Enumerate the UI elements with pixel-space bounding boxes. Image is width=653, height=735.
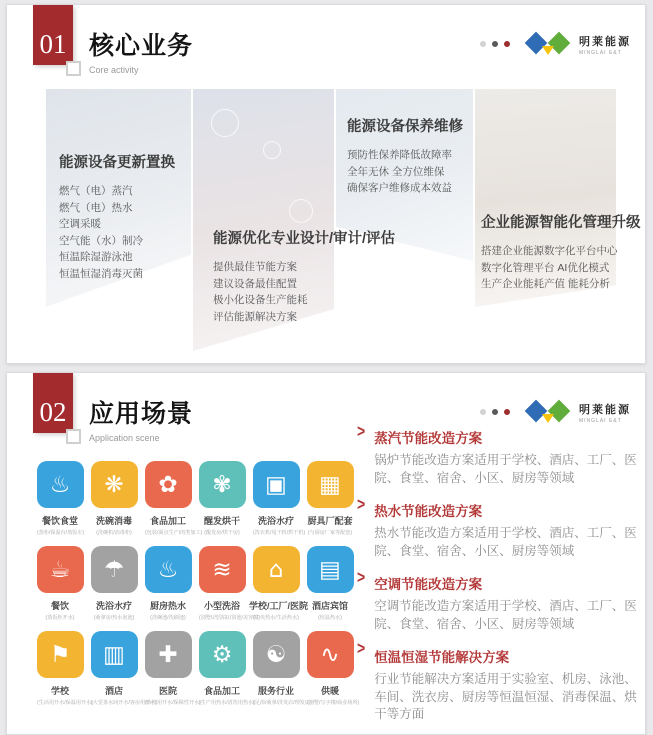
scene-tile [33,631,93,707]
service-smart-management [481,211,641,293]
scene-name: 厨具厂配套 [307,516,353,526]
scene-sub: (别墅/写字楼/商业场所) [307,700,360,706]
scene-sub: (中央热水/生活热水) [253,615,299,621]
school-flag-icon: ⚑ [37,631,84,678]
service-item: 生产企业能耗产值 能耗分析 [481,278,610,290]
solution-body: 行业节能解决方案适用于实验室、机房、泳池、车间、洗衣房、厨房等恒温恒湿、消毒保温、烘干等方面 [374,672,637,721]
solution-title: 恒温恒湿节能解决方案 [374,650,510,665]
scene-name: 小型洗浴 [203,601,240,611]
scene-tile [195,631,255,707]
service-maintenance [347,115,463,197]
brand-area [474,397,631,427]
service-item: 极小化设备生产能耗 [213,294,308,306]
scene-sub: (生活用开水/保温用开水) [37,700,93,706]
deco-square [66,61,81,76]
shower-icon: ☂ [91,546,138,593]
kitchen-pot-icon: ♨ [145,546,192,593]
brand-subname: MINGLAI E&T [579,49,622,56]
scene-tile [141,546,195,622]
scene-name: 餐饮食堂 [41,516,78,526]
brand-name: 明莱能源 [579,35,631,48]
scene-sub: (洗碗池/洗刷池) [150,615,186,621]
factory-icon: ▦ [307,461,354,508]
scene-name: 餐饮 [50,601,69,611]
service-item: 恒温恒湿消毒灭菌 [59,267,143,280]
scene-tile [303,546,357,622]
slide-header [89,26,193,75]
scene-tile [33,461,87,537]
brand-text [579,401,631,424]
scene-name: 服务行业 [257,686,294,696]
pool-icon: ≋ [199,546,246,593]
service-list [213,259,395,325]
service-item: 预防性保养降低故障率 [347,149,452,161]
sprout-icon: ✾ [199,461,246,508]
scene-name: 醒发烘干 [203,516,240,526]
service-list [347,147,463,197]
scene-name: 酒店宾馆 [311,601,348,611]
brand-subname: MINGLAI E&T [579,417,622,424]
section-number-box: 01 [33,5,73,65]
service-list [59,183,175,282]
dot-icon [480,41,486,47]
scene-sub: (蒸柜/保温台/蒸饭车) [37,530,85,536]
scene-sub: (足浴/桑拿/洗发店/理发店) [253,700,312,706]
hotel-building-icon: ▤ [307,546,354,593]
solution-body: 锅炉节能改造方案适用于学校、酒店、工厂、医院、食堂、宿舍、小区、厨房等领域 [374,453,637,485]
scene-name: 酒店 [104,686,123,696]
network-circle-icon [263,141,281,159]
service-item: 确保客户维修成本效益 [347,182,452,194]
dot-icon [504,409,510,415]
page-subtitle: Core activity [89,65,139,75]
scene-name: 医院 [158,686,177,696]
dish-sparkle-icon: ❋ [91,461,138,508]
page-subtitle: Application scene [89,433,160,443]
slide-core-business [6,4,646,364]
network-circle-icon [211,109,239,137]
dot-icon [492,409,498,415]
logo-triangle-yellow-icon [542,46,554,55]
solution-hot-water [357,493,645,560]
food-machine-icon: ⚙ [199,631,246,678]
scene-tile [303,631,360,707]
service-item: 全年无休 全方位维保 [347,165,445,178]
solution-constant-temp [357,637,645,724]
chevron-right-icon: > [357,420,366,441]
logo-diamond-blue-icon [525,400,548,423]
scene-tile [249,461,306,537]
dot-icon [480,409,486,415]
page-title: 应用场景 [89,400,194,428]
network-circle-icon [289,199,313,223]
solution-hvac [357,566,645,633]
solution-title: 热水节能改造方案 [374,504,483,519]
scene-name: 学校/工厂/医院 [249,601,309,611]
service-item: 空调采暖 [59,218,101,230]
deco-square [66,429,81,444]
scene-tile [249,546,309,622]
logo-diamond-green-icon [548,32,571,55]
service-item: 空气能（水）制冷 [59,234,143,247]
scene-sub: (恒温热水) [318,615,342,621]
service-title: 能源设备保养维修 [347,119,463,135]
scene-name: 洗碗消毒 [95,516,132,526]
cloche-steam-icon: ♨ [37,461,84,508]
service-item: 提供最佳节能方案 [213,261,297,273]
hotel-tower-icon: ▥ [91,631,138,678]
logo-triangle-yellow-icon [542,414,554,423]
hospital-cross-icon: ✚ [145,631,192,678]
page-title: 核心业务 [89,32,194,60]
service-item: 数字化管理平台 AI优化模式 [481,261,610,274]
chef-hat-icon: ☕ [37,546,84,593]
cake-icon: ✿ [145,461,192,508]
company-logo-icon [524,29,574,59]
scene-sub: (与厨房厂家等配套) [307,530,353,536]
dot-icon [504,41,510,47]
dot-icon [492,41,498,47]
washing-machine-icon: ▣ [253,461,300,508]
scene-name: 洗浴水疗 [257,516,294,526]
scene-sub: (洗衣机/甩干机/烘干机) [253,530,306,536]
service-item: 燃气（电）热水 [59,201,133,214]
scene-tile [141,631,201,707]
logo-diamond-green-icon [548,400,571,423]
service-item: 燃气（电）蒸汽 [59,185,133,197]
scene-tile [141,461,203,537]
solution-body: 热水节能改造方案适用于学校、酒店、工厂、医院、食堂、宿舍、小区、厨房等领域 [374,526,637,558]
heating-coil-icon: ∿ [307,631,354,678]
solution-title: 蒸汽节能改造方案 [374,431,483,446]
service-title: 能源设备更新置换 [59,155,175,171]
brand-area [474,29,631,59]
solution-body: 空调节能改造方案适用于学校、酒店、工厂、医院、食堂、宿舍、小区、厨房等领域 [374,599,637,631]
scene-name: 食品加工 [149,516,186,526]
slide-application-scenes [6,372,646,735]
scene-name: 洗浴水疗 [95,601,132,611]
school-building-icon: ⌂ [253,546,300,593]
scene-name: 供暖 [320,686,339,696]
service-hands-icon: ☯ [253,631,300,678]
service-energy-optimization [213,227,395,325]
scene-sub: (诊疗用开水/保障性开水) [145,700,201,706]
brand-name: 明莱能源 [579,403,631,416]
scene-sub: (大堂茶水间开水/客房用开水) [91,700,158,706]
service-title: 能源优化专业设计/审计/评估 [213,231,396,247]
scene-sub: (醒发房/烘干房) [204,530,240,536]
scene-sub: (生产用热水/清洗用热水) [199,700,255,706]
scene-sub: (别墅U型浴缸/浴池/美容院) [199,615,260,621]
slide-header [89,394,193,443]
service-item: 搭建企业能源数字化平台中心 [481,245,618,257]
service-equipment-replacement [59,151,175,282]
scene-tile [87,461,141,537]
chevron-right-icon: > [357,637,366,658]
scene-sub: (桑拿房/热水泡池) [93,615,135,621]
service-item: 评估能源解决方案 [213,310,297,323]
chevron-right-icon: > [357,566,366,587]
scene-sub: (洗碗机/消毒柜) [96,530,132,536]
service-list [481,243,641,293]
solution-title: 空调节能改造方案 [374,577,483,592]
service-item: 建议设备最佳配置 [213,277,297,290]
section-number-box: 02 [33,373,73,433]
service-item: 恒温除湿游泳池 [59,251,133,263]
scene-name: 厨房热水 [149,601,186,611]
scene-tile [249,631,312,707]
company-logo-icon [524,397,574,427]
chevron-right-icon: > [357,493,366,514]
scene-sub: (蒸饭柜开水) [45,615,75,621]
service-title: 企业能源智能化管理升级 [481,215,641,231]
scene-tile [33,546,87,622]
scene-tile [303,461,357,537]
scene-tile [87,546,141,622]
scene-tile [195,461,249,537]
logo-diamond-blue-icon [525,32,548,55]
scene-tile [87,631,158,707]
scene-tile [195,546,260,622]
scene-icon-grid [33,461,361,707]
scene-name: 食品加工 [203,686,240,696]
brand-text [579,33,631,56]
scene-name: 学校 [50,686,69,696]
scene-sub: (包装/面点生产/肉类加工) [145,530,203,536]
